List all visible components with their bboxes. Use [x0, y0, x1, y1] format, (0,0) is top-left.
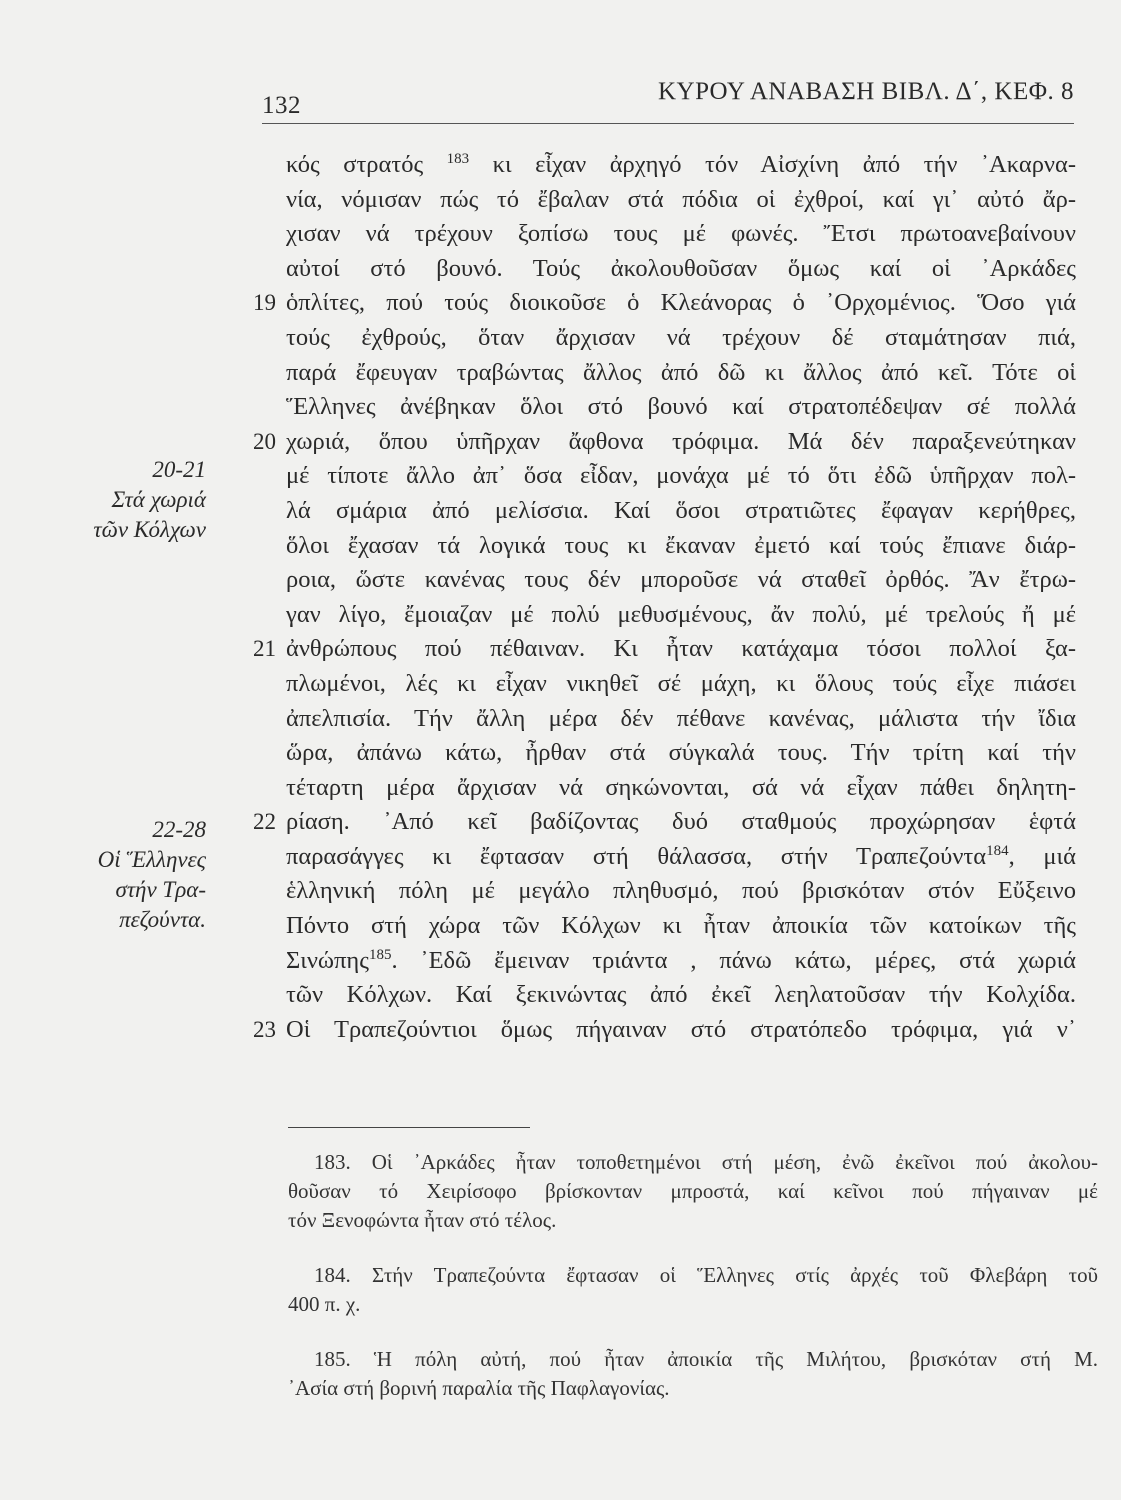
text-line	[286, 840, 1076, 875]
section-number: 23	[253, 1016, 276, 1042]
text-line	[286, 978, 1076, 1013]
footnote-line: ᾿Ασία στή βορινή παραλία τῆς Παφλαγονίας.	[288, 1376, 670, 1400]
line-text: μέ τίποτε ἄλλο ἀπ᾿ ὅσα εἶδαν, μονάχα μέ τό ὅτι ἐδῶ ὑπῆρχαν πολ-	[286, 462, 1076, 490]
line-text	[286, 840, 1076, 875]
section-number: 21	[253, 636, 276, 662]
footnote	[288, 1261, 1098, 1319]
footnote-line: θοῦσαν τό Χειρίσοφο βρίσκονταν μπροστά, καί κεῖνοι πού πήγαιναν μέ	[288, 1179, 1098, 1203]
margin-note-line: πεζούντα.	[119, 907, 206, 932]
line-text: Πόντο στή χώρα τῶν Κόλχων κι ἦταν ἀποικία τῶν κατοίκων τῆς	[286, 912, 1076, 940]
line-text: αὐτοί στό βουνό. Τούς ἀκολουθοῦσαν ὅμως καί οἱ ᾿Αρκάδες	[286, 254, 1076, 282]
text-line	[286, 252, 1076, 287]
text-line	[286, 494, 1076, 529]
margin-note-line: Στά χωριά	[111, 487, 206, 512]
text-line	[253, 1013, 1076, 1048]
line-text: ροια, ὥστε κανένας τους δέν μποροῦσε νά σταθεῖ ὀρθός. Ἄν ἔτρω-	[286, 566, 1076, 594]
margin-note-line: Οἱ Ἕλληνες	[97, 847, 206, 872]
footnote-marker: 185	[368, 946, 392, 963]
section-number: 19	[253, 290, 276, 316]
margin-note-ref: 20-21	[152, 457, 206, 482]
line-text: Ἕλληνες ἀνέβηκαν ὅλοι στό βουνό καί στρατοπέδεψαν σέ πολλά	[286, 393, 1076, 421]
page-header	[262, 78, 1074, 118]
running-title: ΚΥΡΟΥ ΑΝΑΒΑΣΗ ΒΙΒΛ. Δ΄, ΚΕΦ. 8	[658, 78, 1074, 105]
text-line	[253, 425, 1076, 460]
line-text	[286, 944, 1076, 979]
line-text: ρίαση. ᾿Από κεῖ βαδίζοντας δυό σταθμούς προχώρησαν ἑφτά	[286, 808, 1076, 836]
line-text-part: παρασάγγες κι ἔφτασαν στή θάλασσα, στήν Τραπεζούντα	[286, 842, 987, 870]
text-line	[286, 217, 1076, 252]
margin-note-line: τῶν Κόλχων	[93, 517, 206, 542]
footnotes	[288, 1148, 1098, 1429]
line-text: γαν λίγο, ἔμοιαζαν μέ πολύ μεθυσμένους, ἄν πολύ, μέ τρελούς ἤ μέ	[286, 600, 1076, 628]
footnote	[288, 1148, 1098, 1235]
line-text-part: , μιά	[1008, 842, 1076, 870]
text-line	[286, 148, 1076, 183]
text-line	[286, 356, 1076, 391]
line-text-part: κός στρατός	[286, 151, 447, 178]
footnote-line: τόν Ξενοφώντα ἦταν στό τέλος.	[288, 1208, 557, 1232]
line-text	[286, 148, 1076, 183]
line-text-part: κι εἶχαν ἀρχηγό τόν Αἰσχίνη ἀπό τήν ᾿Ακαρνα-	[469, 151, 1077, 178]
footnote-marker: 183	[446, 150, 470, 167]
footnote-line: 185. Ἡ πόλη αὐτή, πού ἦταν ἀποικία τῆς Μιλήτου, βρισκόταν στή Μ.	[314, 1347, 1098, 1371]
line-text: χισαν νά τρέχουν ξοπίσω τους μέ φωνές. Ἔτσι πρωτοανεβαίνουν	[286, 220, 1076, 248]
line-text: νία, νόμισαν πώς τό ἔβαλαν στά πόδια οἱ ἐχθροί, καί γι᾿ αὐτό ἄρ-	[286, 185, 1076, 213]
footnote-rule	[288, 1127, 530, 1128]
line-text: τέταρτη μέρα ἄρχισαν νά σηκώνονται, σά νά εἶχαν πάθει δηλητη-	[286, 773, 1076, 801]
line-text: τῶν Κόλχων. Καί ξεκινώντας ἀπό ἐκεῖ λεηλατοῦσαν τήν Κολχίδα.	[286, 981, 1076, 1009]
text-line	[286, 667, 1076, 702]
margin-note-ref: 22-28	[152, 817, 206, 842]
line-text: τούς ἐχθρούς, ὅταν ἄρχισαν νά τρέχουν δέ σταμάτησαν πιά,	[286, 323, 1076, 351]
line-text: Οἱ Τραπεζούντιοι ὅμως πήγαιναν στό στρατόπεδο τρόφιμα, γιά ν᾿	[286, 1015, 1076, 1043]
header-rule	[262, 123, 1074, 124]
line-text-part: . ᾿Εδῶ ἔμειναν τριάντα , πάνω κάτω, μέρες, στά χωριά	[391, 946, 1076, 974]
text-line	[286, 459, 1076, 494]
line-text-part: Σινώπης	[286, 946, 369, 974]
line-text: ἑλληνική πόλη μέ μεγάλο πληθυσμό, πού βρισκόταν στόν Εὔξεινο	[286, 877, 1076, 905]
line-text: παρά ἔφευγαν τραβώντας ἄλλος ἀπό δῶ κι ἄλλος ἀπό κεῖ. Τότε οἱ	[286, 358, 1076, 386]
section-number: 22	[253, 809, 276, 835]
margin-note	[0, 815, 206, 935]
section-number: 20	[253, 428, 276, 454]
line-text: λά σμάρια ἀπό μελίσσια. Καί ὅσοι στρατιῶτες ἔφαγαν κερήθρες,	[286, 496, 1076, 524]
text-line	[253, 805, 1076, 840]
line-text: ἀνθρώπους πού πέθαιναν. Κι ἦταν κατάχαμα τόσοι πολλοί ξα-	[286, 635, 1076, 663]
text-line	[286, 390, 1076, 425]
margin-note	[0, 455, 206, 545]
text-line	[286, 183, 1076, 218]
footnote-marker: 184	[986, 842, 1009, 859]
text-line	[253, 286, 1076, 321]
page-number: 132	[262, 92, 301, 119]
line-text: ὥρα, ἀπάνω κάτω, ἦρθαν στά σύγκαλά τους. Τήν τρίτη καί τήν	[286, 739, 1076, 767]
footnote-line: 184. Στήν Τραπεζούντα ἔφτασαν οἱ Ἕλληνες στίς ἀρχές τοῦ Φλεβάρη τοῦ	[314, 1263, 1098, 1287]
text-line	[286, 563, 1076, 598]
text-line	[286, 321, 1076, 356]
footnote-line: 400 π. χ.	[288, 1292, 361, 1316]
line-text: χωριά, ὅπου ὑπῆρχαν ἄφθονα τρόφιμα. Μά δέν παραξενεύτηκαν	[286, 427, 1076, 455]
footnote-line: 183. Οἱ ᾿Αρκάδες ἦταν τοποθετημένοι στή μέση, ἐνῶ ἐκεῖνοι πού ἀκολου-	[314, 1150, 1098, 1174]
text-line	[253, 632, 1076, 667]
main-text	[253, 148, 1077, 1047]
text-line	[286, 529, 1076, 564]
text-line	[286, 771, 1076, 806]
footnote	[288, 1345, 1098, 1403]
text-line	[286, 702, 1076, 737]
text-line	[286, 944, 1076, 979]
line-text: πλωμένοι, λές κι εἶχαν νικηθεῖ σέ μάχη, κι ὅλους τούς εἶχε πιάσει	[286, 669, 1076, 697]
line-text: ἀπελπισία. Τήν ἄλλη μέρα δέν πέθανε κανένας, μάλιστα τήν ἴδια	[286, 704, 1076, 732]
text-line	[286, 598, 1076, 633]
text-line	[286, 874, 1076, 909]
text-line	[286, 909, 1076, 944]
margin-note-line: στήν Τρα-	[115, 877, 206, 902]
text-line	[286, 736, 1076, 771]
line-text: ὅλοι ἔχασαν τά λογικά τους κι ἔκαναν ἐμετό καί τούς ἔπιανε διάρ-	[286, 531, 1076, 559]
line-text: ὁπλίτες, πού τούς διοικοῦσε ὁ Κλεάνορας ὁ ᾿Ορχομένιος. Ὅσο γιά	[286, 289, 1076, 317]
